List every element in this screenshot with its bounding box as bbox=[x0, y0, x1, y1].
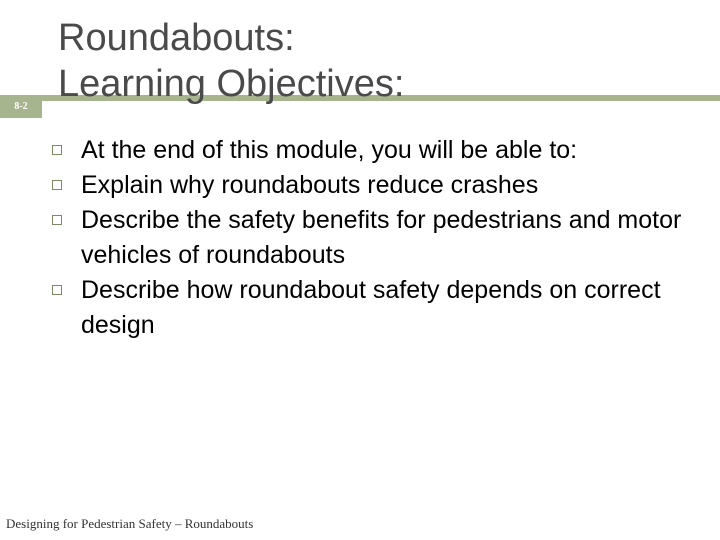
list-item-text: Describe the safety benefits for pedestrians and motor vehicles of roundabouts bbox=[81, 206, 682, 269]
square-bullet-icon bbox=[52, 180, 62, 190]
objectives-list bbox=[42, 133, 692, 343]
list-item bbox=[42, 203, 692, 273]
slide-title-line-1: Roundabouts: bbox=[58, 17, 295, 59]
slide-number-bar bbox=[0, 95, 42, 118]
list-item-text: Describe how roundabout safety depends on correct design bbox=[81, 276, 661, 339]
list-item bbox=[42, 133, 692, 168]
list-item bbox=[42, 168, 692, 203]
slide-title bbox=[58, 15, 708, 107]
slide-footer: Designing for Pedestrian Safety – Roundabouts bbox=[6, 516, 254, 531]
list-item-text: At the end of this module, you will be able to: bbox=[81, 136, 578, 164]
slide-number: 8-2 bbox=[14, 101, 28, 112]
slide-title-line-2: Learning Objectives: bbox=[58, 63, 405, 105]
square-bullet-icon bbox=[52, 215, 62, 225]
square-bullet-icon bbox=[52, 285, 62, 295]
square-bullet-icon bbox=[52, 145, 62, 155]
list-item-text: Explain why roundabouts reduce crashes bbox=[81, 171, 539, 199]
list-item bbox=[42, 273, 692, 343]
